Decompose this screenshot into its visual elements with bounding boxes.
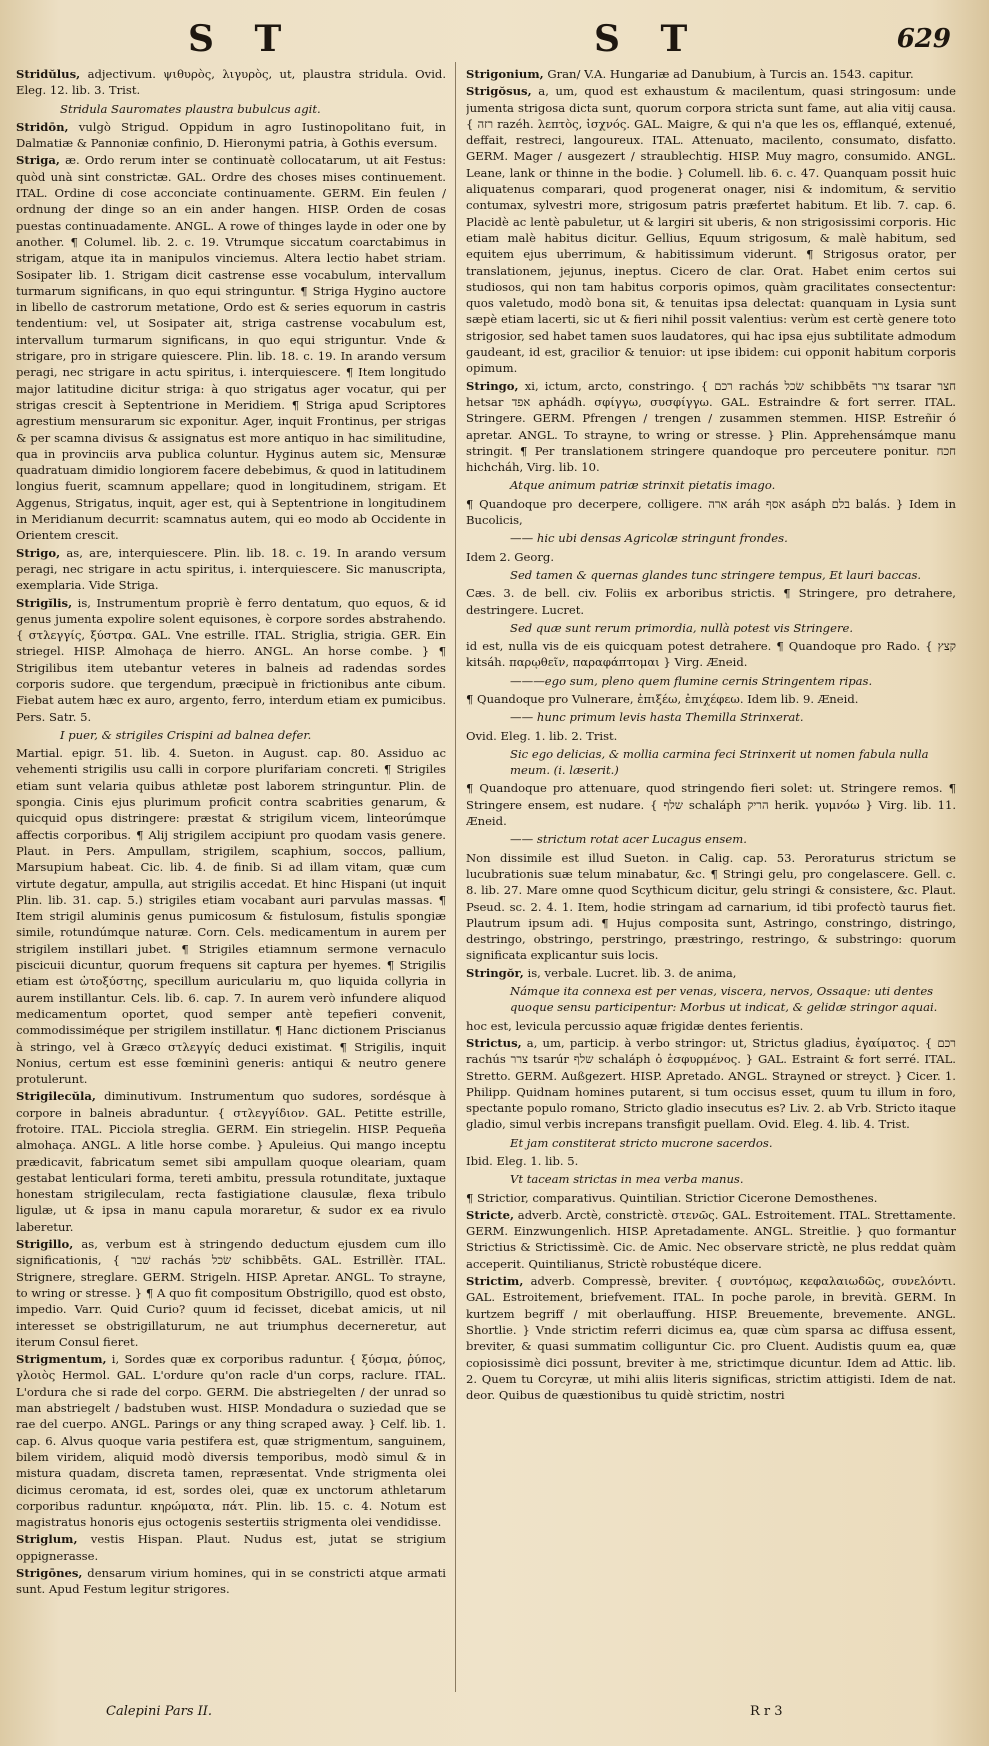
dictionary-entry — [466, 83, 956, 376]
dictionary-entry — [466, 66, 956, 82]
dictionary-entry — [16, 119, 446, 152]
entry-headword: Striglum, — [16, 1532, 78, 1547]
entry-text: as, verbum est à stringendo deductum ejusdem cum illo significationis, { שׁבר rachás שׂכל schibbēts. GAL. Estrillèr. ITAL. Strignere, streglare. GERM. Strigeln. HISP. Apretar. ANGL. To strayne, to wring or stresse. } ¶ A quo fit compositum Obstrigillo, quod est obsto, impedio. Varr. Quid Curio? quum id fecisset, dicebat amicis, ut nil interesset se obstrigillaturum, ne aut triumphus decerneretur, aut iterum Consul fieret. — [16, 1237, 446, 1349]
verse-quotation: Sic ego delicias, & mollia carmina feci Strinxerit ut nomen fabula nulla meum. (i. læserit.) — [510, 746, 929, 778]
running-head — [0, 18, 989, 64]
dictionary-entry — [466, 585, 956, 618]
entry-text: ¶ Quandoque pro Vulnerare, ἐπιξέω, ἐπιχέφεω. Idem lib. 9. Æneid. — [466, 691, 859, 706]
entry-text: adverb. Arctè, constrictè. στενῶς. GAL. Estroitement. ITAL. Strettamente. GERM. Einzwungenlich. HISP. Apretadamente. ANGL. Streitlie. } quo formantur Strictius & Strictissimè. Cic. de Amic. Nec observare strictè, ne plus reddat quàm acceperit. Quintilianus, Strictè robustéque dicere. — [466, 1207, 956, 1271]
dictionary-entry — [16, 745, 446, 1087]
dictionary-entry — [16, 545, 446, 594]
left-column — [16, 66, 446, 1686]
verse-quotation: Stridula Sauromates plaustra bubulcus agit. — [60, 101, 321, 116]
dictionary-entry — [466, 1035, 956, 1133]
entry-text: ¶ Quandoque pro attenuare, quod stringendo fieri solet: ut. Stringere remos. ¶ Stringere ensem, est nudare. { שלף schaláph הריק herik. γυμνόω } Virg. lib. 11. Æneid. — [466, 781, 956, 829]
right-column — [466, 66, 956, 1686]
dictionary-entry — [16, 1565, 446, 1598]
entry-headword: Strigo, — [16, 545, 61, 560]
entry-text: diminutivum. Instrumentum quo sudores, sordésque à corpore in balneis abraduntur. { στλεγγίδιον. GAL. Petitte estrille, frotoire. ITAL. Picciola streglia. GERM. Ein striegelin. HISP. Pequeña almohaça. ANGL. A litle horse combe. } Apuleius. Qui mango inceptu prædicavit, fabricatum semet sibi ampullam quoque oleariam, quam gestabat lenticulari forma, tereti ambitu, pressula rotunditate, juxtaque honestam strigileculam, recta fastigiatione clausulæ, flexa tribulo ligulæ, ut & ipsa in manu capula moraretur, & sudor ex ea rivulo laberetur. — [16, 1089, 446, 1234]
verse-quotation: ———ego sum, pleno quem flumine cernis Stringentem ripas. — [510, 673, 873, 688]
entry-headword: Strigilecŭla, — [16, 1089, 96, 1104]
verse-quotation: —— strictum rotat acer Lucagus ensem. — [510, 832, 747, 847]
verse-quotation: Sed tamen & quernas glandes tunc stringere tempus, Et lauri baccas. — [510, 567, 922, 582]
dictionary-entry — [466, 691, 956, 707]
entry-text: Non dissimile est illud Sueton. in Calig. cap. 53. Peroraturus strictum se lucubrationis suæ telum minabatur, &c. ¶ Stringi gelu, pro congelascere. Gell. c. 8. lib. 27. Mare omne quod Scythicum dicitur, gelu stringi & consistere, &c. Plaut. Pseud. sc. 2. 4. 1. Item, hodie stringam ad carnarium, id tibi profectò taurus fiet. Plautrum ipsum adi. ¶ Hujus composita sunt, Astringo, constringo, distringo, destringo, obstringo, perstringo, præstringo, restringo, & substringo: quorum significata explicantur suis locis. — [466, 850, 956, 963]
entry-text: æ. Ordo rerum inter se continuatè collocatarum, ut ait Festus: quòd unà sint constrictæ. GAL. Ordre des choses mises continuement. ITAL. Ordine di cose acconciate continuamente. GERM. Ein feulen / ordnung der dinge so an ein ander hangen. HISP. Orden de cosas puestas continuadamente. ANGL. A rowe of thinges layde in oder one by another. ¶ Columel. lib. 2. c. 19. Vtrumque siccatum coarctabimus in strigam, atque ita in manipulos vinciemus. Altera lectio habet striam. Sosipater lib. 1. Strigam dicit castrense esse vocabulum, intervallum turmarum significans, in quo equi stringuntur. ¶ Striga Hygino auctore in libello de castrorum metatione, Ordo est & series equorum in castris tendentium: vel, ut Sosipater ait, striga castrense vocabulum est, intervallum turmarum significans, in quo equi striguntur. Vnde & strigare, pro in strigare quiescere. Plin. lib. 18. c. 19. In arando versum peragi, nec strigare in actu spiritus, i. interquiescere. ¶ Item longitudo major latitudine dicitur striga: à quo strigatus ager vocatur, qui per strigas crescit à Septentrione in Meridiem. ¶ Striga apud Scriptores agrestium mensurarum sic exponitur. Ager, inquit Frontinus, per strigas & per scamna divisus & assignatus est more antiquo in hac similitudine, qua in provinciis arva publica coluntur. Hyginus autem sic, Mensuræ quadratuam dimidio longiorem facere debebimus, & quod in latitudinem longius fuerit, scamnum appellare; quod in longitudinem, strigam. Et Aggenus, Strigatus, inquit, ager est, qui à Septentrione in longitudinem in Meridianum decurrit: scamnatus autem, qui eo modo ab Occidente in Orientem crescit. — [16, 153, 446, 543]
verse-quotation: Vt taceam strictas in mea verba manus. — [510, 1172, 744, 1187]
dictionary-entry — [16, 1531, 446, 1564]
entry-text: vestis Hispan. Plaut. Nudus est, jutat se strigium oppignerasse. — [16, 1532, 446, 1563]
entry-text: Martial. epigr. 51. lib. 4. Sueton. in August. cap. 80. Assiduo ac vehementi strigilis usu calli in corpore plurifariam concreti. ¶ Strigiles etiam sunt velaria quibus athletæ post laborem stringuntur. Plin. de spongia. Cinis ejus plurimum proficit contra scabrities genarum, & quicquid opus distringere: præstat & strigilum vicem, linteorúmque affectis corporibus. ¶ Alij strigilem accipiunt pro quodam vasis genere. Plaut. in Pers. Ampullam, strigilem, scaphium, soccos, pallium, Marsupium habeat. Cic. lib. 4. de finib. Si ad illam vitam, quæ cum virtute degatur, ampulla, aut strigilis accedat. Et hinc Hispani (ut inquit Plin. lib. 31. cap. 5.) strigiles etiam vocabant auri parvulas massas. ¶ Item strigil aluminis genus pumicosum & fistulosum, fistulis spongiæ simile, rotundúmque naturæ. Corn. Cels. medicamentum in aurem per strigilem instillari jubet. ¶ Strigiles etiamnum sermone vernaculo piscicuii dicuntur, quorum frequens sit captura per hyemes. ¶ Strigilis etiam est ὠτοξύστης, specillum auriculariu m, quo liquida collyria in aurem instillantur. Cels. lib. 6. cap. 7. In aurem verò infundere aliquod medicamentum oportet, quod semper antè tepefieri convenit, commodissiméque per strigilem instillatur. ¶ Hanc dictionem Priscianus à stringo, vel à Græco στλεγγίς deduci existimat. ¶ Strigilis, inquit Nonius, certum est esse fœmininì generis: antiqui & neutro genere protulerunt. — [16, 746, 446, 1087]
dictionary-entry — [466, 549, 956, 565]
entry-text: vulgò Strigud. Oppidum in agro Iustinopolitano fuit, in Dalmatiæ & Pannoniæ confinio, D. Hieronymi patria, à Gothis eversum. — [16, 119, 446, 151]
dictionary-entry — [466, 496, 956, 529]
entry-headword: Strigĭlis, — [16, 595, 73, 610]
running-head-left: S T — [188, 18, 296, 60]
verse-quotation: —— hunc primum levis hasta Themilla Strinxerat. — [510, 710, 804, 725]
entry-headword: Strigmentum, — [16, 1352, 107, 1367]
entry-headword: Striga, — [16, 153, 60, 168]
dictionary-entry — [16, 1351, 446, 1530]
verse-quotation: Atque animum patriæ strinxit pietatis imago. — [510, 478, 776, 493]
entry-headword: Strigillo, — [16, 1237, 74, 1252]
dictionary-entry — [466, 850, 956, 964]
dictionary-entry — [16, 1236, 446, 1350]
dictionary-entry — [16, 66, 446, 99]
entry-headword: Strictus, — [466, 1035, 522, 1050]
dictionary-entry — [466, 1273, 956, 1403]
entry-text: is, verbale. Lucret. lib. 3. de anima, — [527, 965, 737, 980]
dictionary-entry — [16, 152, 446, 543]
dictionary-entry — [466, 1190, 956, 1206]
dictionary-entry — [466, 965, 956, 981]
entry-headword: Strictim, — [466, 1274, 524, 1289]
entry-headword: Stridŭlus, — [16, 67, 81, 81]
entry-text: Idem 2. Georg. — [466, 549, 555, 564]
entry-headword: Stringŏr, — [466, 965, 524, 980]
entry-text: Ibid. Eleg. 1. lib. 5. — [466, 1154, 579, 1168]
dictionary-entry — [466, 728, 956, 744]
entry-text: is, Instrumentum propriè è ferro dentatum, quo equos, & id genus jumenta expolire solent equisones, è corpore sordes abstrahendo. { στλεγγίς, ξύστρα. GAL. Vne estrille. ITAL. Striglia, strigia. GER. Ein striegel. HISP. Almohaça de hierro. ANGL. An horse combe. } ¶ Strigilibus item utebantur veteres in balneis ad radendas sordes corporis sudore. que tergendum, præcipuè in frictionibus ante cibum. Fiebat autem hæc ex auro, argento, ferro, interdum etiam ex pumicibus. Pers. Satr. 5. — [16, 595, 446, 724]
dictionary-entry — [16, 595, 446, 725]
entry-text: Cæs. 3. de bell. civ. Foliis ex arboribus strictis. ¶ Stringere, pro detrahere, destringere. Lucret. — [466, 586, 956, 617]
entry-text: adverb. Compressè, breviter. { συντόμως, κεφαλαιωδῶς, συνελόντι. GAL. Estroitement, briefvement. ITAL. In poche parole, in brevità. GERM. In kurtzem begriff / mit oberlauffung. HISP. Breuemente, brevemente. ANGL. Shortlie. } Vnde strictim referri dicimus ea, quæ cùm sparsa ac diffusa essent, breviter, & quasi summatim colliguntur Cic. pro Cluent. Audistis quum ea, quæ copiosissimè dici possunt, breviter à me, strictimque dicuntur. Idem ad Attic. lib. 2. Quem tu Corcyræ, ut mihi aliis literis significas, strictim attigisti. Idem de nat. deor. Quibus de quæstionibus tu quidè strictim, nostri — [466, 1274, 956, 1403]
entry-headword: Stricte, — [466, 1207, 515, 1222]
verse-quotation: Sed quæ sunt rerum primordia, nullà potest vis Stringere. — [510, 620, 854, 635]
dictionary-entry — [466, 378, 956, 476]
entry-text: ¶ Strictior, comparativus. Quintilian. Strictior Cicerone Demosthenes. — [466, 1190, 878, 1205]
page-number: 629 — [896, 24, 951, 54]
entry-text: as, are, interquiescere. Plin. lib. 18. c. 19. In arando versum peragi, nec strigare in actu spiritus, i. interquiescere. Sic manuscripta, exemplaria. Vide Striga. — [16, 545, 446, 593]
running-head-right: S T — [594, 18, 702, 60]
entry-text: Ovid. Eleg. 1. lib. 2. Trist. — [466, 728, 618, 743]
entry-text: hoc est, levicula percussio aquæ frigidæ dentes ferientis. — [466, 1018, 804, 1033]
entry-text: xi, ictum, arcto, constringo. { רכם rachás שׂכל schibbēts צרר tsarar חצר hetsar אפד aphádh. σφίγγω, συσφίγγω. GAL. Estraindre & fort serrer. ITAL. Stringere. GERM. Pfrengen / trengen / zusammen stemmen. HISP. Estreñir ó apretar. ANGL. To strayne, to wring or stresse. } Plin. Apprehensámque manu stringit. ¶ Per translationem stringere quandoque pro perceutere ponitur. חכח hichcháh, Virg. lib. 10. — [466, 378, 956, 475]
dictionary-entry — [16, 1088, 446, 1235]
entry-headword: Stridōn, — [16, 119, 69, 134]
verse-quotation: Et jam constiterat stricto mucrone sacerdos. — [510, 1135, 773, 1150]
entry-text: a, um, particip. à verbo stringor: ut, Strictus gladius, ἐγαίματος. { רכם rachús צרר tsarúr שלף schaláph ὁ ἑσφυρμένος. } GAL. Estraint & fort serré. ITAL. Stretto. GERM. Außgezert. HISP. Apretado. ANGL. Strayned or streyct. } Cicer. 1. Philipp. Quidnam homines putarent, si tum occisus esset, quum tu illum in foro, spectante populo romano, Stricto gladio insecutus es? Liv. 2. ab Vrb. Stricto itaque gladio, simul verbis increpans transfigit puellam. Ovid. Eleg. 4. lib. 4. Trist. — [466, 1035, 956, 1132]
entry-text: ¶ Quandoque pro decerpere, colligere. ארה aráh אסף asáph בלם balás. } Idem in Bucolicis, — [466, 496, 956, 528]
entry-text: Gran/ V.A. Hungariæ ad Danubium, à Turcis an. 1543. capitur. — [547, 67, 914, 81]
entry-headword: Strigonium, — [466, 67, 544, 81]
dictionary-entry — [466, 1153, 956, 1169]
signature-mark: R r 3 — [750, 1704, 783, 1719]
verse-quotation: Námque ita connexa est per venas, viscera, nervos, Ossaque: uti dentes quoque sensu participentur: Morbus ut indicat, & gelidæ stringor aquai. — [510, 984, 938, 1015]
entry-text: id est, nulla vis de eis quicquam potest detrahere. ¶ Quandoque pro Rado. { קצץ kitsáh. παρῳθεῖν, παραφάπτομαι } Virg. Æneid. — [466, 639, 956, 670]
dictionary-entry — [466, 638, 956, 671]
entry-text: adjectivum. ψιθυρὸς, λιγυρὸς, ut, plaustra stridula. Ovid. Eleg. 12. lib. 3. Trist. — [16, 67, 446, 98]
verse-quotation: —— hic ubi densas Agricolæ stringunt frondes. — [510, 531, 788, 546]
entry-text: a, um, quod est exhaustum & macilentum, quasi stringosum: unde jumenta strigosa dicta sunt, quorum corpora stricta sunt fame, aut alia vitij causa. { רזה razéh. λεπτὸς, ἰσχνός. GAL. Maigre, & qui n'a que les os, efflanqué, extenué, deffait, restreci, langoureux. ITAL. Attenuato, macilento, consumato, disfatto. GERM. Mager / ausgezert / straublechtig. HISP. Muy magro, consumido. ANGL. Leane, lank or thinne in the bodie. } Columell. lib. 6. c. 47. Quanquam possit huic aliquatenus comparari, quod progenerat onager, nisi & indomitum, & servitio contumax, sylvestri more, strigosum patris præfertet habitum. Et lib. 7. cap. 6. Placidè ac lentè pabuletur, ut & largiri sit uberis, & non strigosissimi corporis. Hic etiam malè habitus dicitur. Gellius, Equum strigosum, & malè habitum, sed equitem ejus uberrimum, & habitissimum viderunt. ¶ Strigosus orator, per translationem, jejunus, ineptus. Cicero de clar. Orat. Habet enim certos sui studiosos, qui non tam habitus corporis opimos, quàm gracilitates consectentur: quos valetudo, modò bona sit, & tenuitas ipsa delectat: quanquam in Lysia sunt sæpè etiam lacerti, sic ut & fieri nihil possit valentius: verùm est certè genere toto strigosior, sed habet tamen suos laudatores, qui hac ipsa ejus subtilitate admodum gaudeant, id est, gracilior & tenuior: ut ipse ibidem: cui opponit habitum corporis opimum. — [466, 84, 956, 376]
entry-text: i, Sordes quæ ex corporibus raduntur. { ξύσμα, ῥύπος, γλοιὸς Hermol. GAL. L'ordure qu'on racle d'un corps, raclure. ITAL. L'ordura che si rade del corpo. GERM. Die abstriegelten / der unrad so man abstriegelt / badstuben wust. HISP. Mondadura o suziedad que se rae del cuerpo. ANGL. Parings or any thing scraped away. } Celf. lib. 1. cap. 6. Alvus quoque varia pestifera est, quæ strigmentum, sanguinem, bilem viridem, aliquid modò diversis temporibus, modò simul & in mistura quadam, discreta tamen, repræsentat. Vnde strigmenta olei dicimus ceromata, id est, sordes olei, quæ ex unctorum athletarum corporibus raduntur. κηρώματα, πάτ. Plin. lib. 15. c. 4. Notum est magistratus honoris ejus octogenis sestertiis strigmenta olei vendidisse. — [16, 1352, 446, 1530]
entry-headword: Strigŏsus, — [466, 84, 532, 99]
dictionary-entry — [466, 1207, 956, 1272]
entry-headword: Stringo, — [466, 378, 519, 393]
dictionary-entry — [466, 1018, 956, 1034]
entry-headword: Strigōnes, — [16, 1566, 83, 1581]
dictionary-entry — [466, 780, 956, 829]
verse-quotation: I puer, & strigiles Crispini ad balnea defer. — [60, 727, 312, 742]
catchword: Calepini Pars II. — [106, 1704, 213, 1719]
entry-text: densarum virium homines, qui in se constricti atque armati sunt. Apud Festum legitur strigores. — [16, 1566, 446, 1597]
column-divider — [455, 62, 456, 1692]
